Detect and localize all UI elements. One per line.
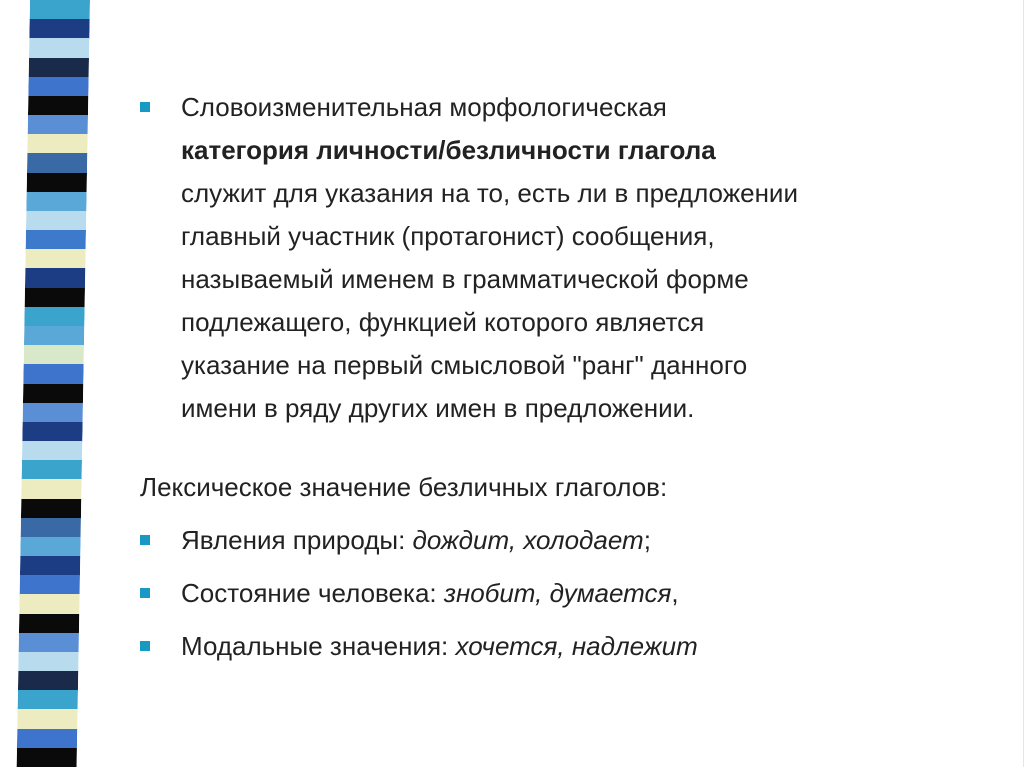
slide-content — [140, 86, 1000, 668]
stripe-band — [17, 709, 77, 729]
stripe-band — [21, 499, 81, 519]
stripe-band — [23, 384, 83, 404]
lexical-meaning-heading: Лексическое значение безличных глаголов: — [140, 472, 668, 502]
stripe-band — [27, 173, 87, 193]
definition-line-6: подлежащего, функцией которого является — [181, 307, 705, 337]
stripe-band — [22, 441, 82, 461]
decorative-stripe — [17, 0, 90, 767]
stripe-band — [29, 58, 89, 78]
definition-line-1: Словоизменительная морфологическая — [181, 92, 667, 122]
list-item-label: Модальные значения: — [181, 631, 456, 661]
definition-line-3: служит для указания на то, есть ли в предложении — [181, 178, 798, 208]
stripe-band — [26, 211, 86, 231]
stripe-band — [27, 134, 87, 154]
definition-line-5: называемый именем в грамматической форме — [181, 264, 749, 294]
stripe-band — [28, 115, 88, 135]
list-item-suffix: , — [671, 578, 679, 608]
stripe-band — [23, 364, 83, 384]
stripe-band — [24, 307, 84, 327]
stripe-band — [18, 671, 78, 691]
stripe-band — [22, 422, 82, 442]
list-item-examples: хочется, надлежит — [455, 631, 698, 661]
stripe-band — [25, 268, 85, 288]
stripe-band — [18, 690, 78, 710]
stripe-band — [18, 652, 78, 672]
stripe-band — [20, 537, 80, 557]
stripe-band — [21, 479, 81, 499]
stripe-band — [28, 96, 88, 116]
stripe-band — [21, 518, 81, 538]
stripe-band — [26, 192, 86, 212]
stripe-band — [29, 19, 89, 39]
stripe-band — [17, 729, 77, 749]
stripe-band — [17, 748, 77, 767]
stripe-band — [25, 288, 85, 308]
square-bullet-icon — [140, 641, 150, 651]
stripe-band — [19, 594, 79, 614]
definition-line-8: имени в ряду других имен в предложении. — [181, 393, 695, 423]
square-bullet-icon — [140, 535, 150, 545]
stripe-band — [22, 460, 82, 480]
list-item-label: Явления природы: — [181, 525, 413, 555]
stripe-band — [26, 230, 86, 250]
square-bullet-icon — [140, 588, 150, 598]
list-item-label: Состояние человека: — [181, 578, 444, 608]
stripe-band — [25, 249, 85, 269]
stripe-band — [20, 575, 80, 595]
stripe-band — [30, 0, 90, 20]
stripe-band — [20, 556, 80, 576]
list-item-modal — [140, 625, 1000, 668]
bullet-paragraph-definition — [140, 86, 1000, 430]
definition-line-4: главный участник (протагонист) сообщения, — [181, 221, 715, 251]
definition-line-7: указание на первый смысловой "ранг" данного — [181, 350, 748, 380]
stripe-band — [29, 38, 89, 58]
stripe-band — [28, 77, 88, 97]
square-bullet-icon — [140, 102, 150, 112]
list-item-examples: дождит, холодает — [412, 525, 644, 555]
stripe-band — [19, 614, 79, 634]
stripe-band — [23, 403, 83, 423]
list-item-nature — [140, 519, 1000, 562]
list-item-examples: знобит, думается — [443, 578, 672, 608]
stripe-band — [24, 326, 84, 346]
stripe-band — [27, 153, 87, 173]
stripe-band — [19, 633, 79, 653]
list-item-human-state — [140, 572, 1000, 615]
list-item-suffix: ; — [643, 525, 651, 555]
stripe-band — [24, 345, 84, 365]
definition-term: категория личности/безличности глагола — [181, 135, 716, 165]
